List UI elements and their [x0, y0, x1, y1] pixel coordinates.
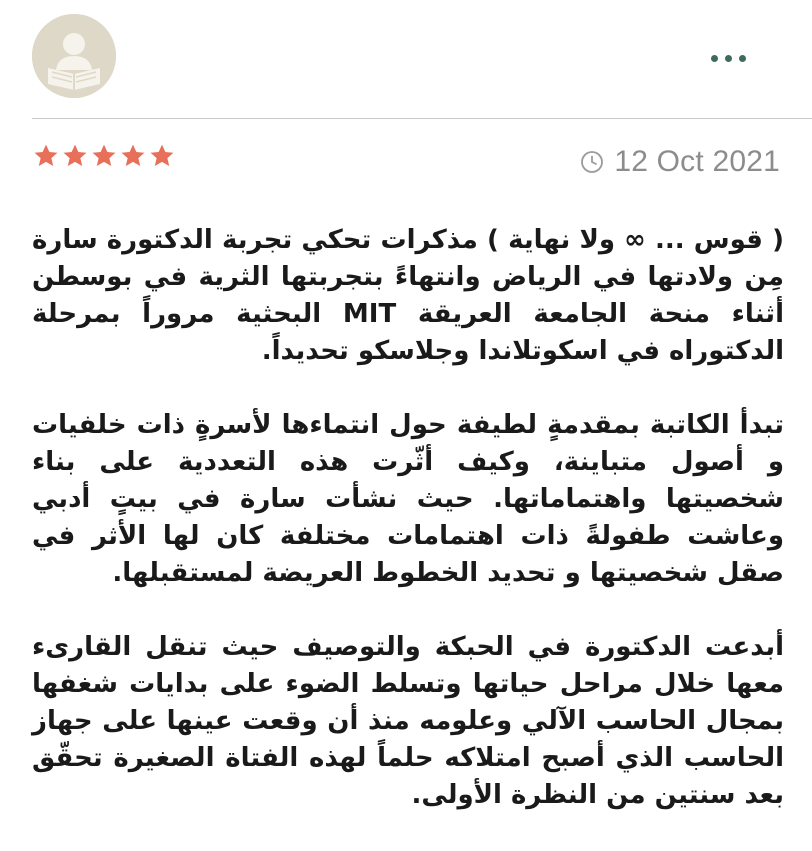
review-header — [0, 0, 812, 118]
review-meta — [0, 130, 812, 194]
star-icon — [32, 142, 60, 170]
more-options-icon — [711, 55, 718, 62]
star-icon — [90, 142, 118, 170]
review-paragraph: تبدأ الكاتبة بمقدمةٍ لطيفة حول انتماءها لأسرةٍ ذات خلفيات و أصول متباينة، وكيف أثّرت هذه التعددية على بناء شخصيتها واهتماماتها. حيث نشأت سارة في بيتٍ أدبي وعاشت طفولةً ذات اهتمامات مختلفة كان لها الأثر في صقل شخصيتها و تحديد الخطوط العريضة لمستقبلها. — [32, 410, 784, 588]
divider — [32, 118, 812, 119]
date-text: 12 Oct 2021 — [614, 145, 780, 178]
clock-icon — [580, 150, 604, 174]
more-options-button[interactable] — [704, 44, 752, 72]
star-rating — [32, 142, 176, 170]
review-body — [32, 222, 784, 851]
star-icon — [148, 142, 176, 170]
review-paragraph: أبدعت الدكتورة في الحبكة والتوصيف حيث تنقل القارىء معها خلال مراحل حياتها وتسلط الضوء على بدايات شغفها بمجال الحاسب الآلي وعلومه منذ أن وقعت عينها على جهاز الحاسب الذي أصبح امتلاكه حلماً لهذه الفتاة الصغيرة تحقّق بعد سنتين من النظرة الأولى. — [32, 632, 784, 810]
review-date — [580, 142, 780, 182]
review-paragraph: ( قوس ... ∞ ولا نهاية ) مذكرات تحكي تجربة الدكتورة سارة مِن ولادتها في الرياض وانتهاءً بتجربتها الثرية في بوسطن أثناء منحة الجامعة العريقة MIT البحثية مروراً بمرحلة الدكتوراه في اسكوتلاندا وجلاسكو تحديداً. — [32, 225, 784, 366]
star-icon — [119, 142, 147, 170]
star-icon — [61, 142, 89, 170]
reader-avatar-icon — [32, 14, 116, 98]
avatar[interactable] — [32, 14, 116, 98]
